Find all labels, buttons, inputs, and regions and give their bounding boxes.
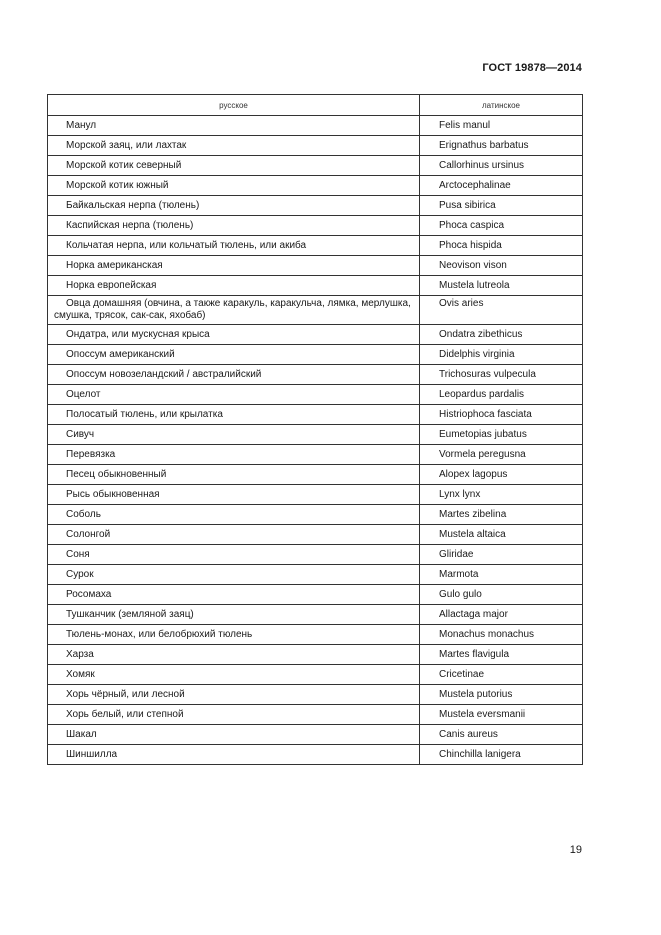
latin-name-cell: Lynx lynx [420,485,583,505]
table-row [48,385,583,405]
latin-name-cell: Gulo gulo [420,585,583,605]
latin-name-cell: Ondatra zibethicus [420,325,583,345]
table-row [48,296,583,325]
russian-name-cell: Сивуч [48,425,420,445]
russian-name-cell: Ондатра, или мускусная крыса [48,325,420,345]
table-row [48,565,583,585]
russian-name-cell: Опоссум новозеландский / австралийский [48,365,420,385]
latin-name-cell: Histriophoca fasciata [420,405,583,425]
russian-name-cell: Солонгой [48,525,420,545]
table-body [48,116,583,765]
russian-name-cell: Шиншилла [48,745,420,765]
russian-name-cell: Рысь обыкновенная [48,485,420,505]
latin-name-cell: Neovison vison [420,256,583,276]
russian-name-cell: Шакал [48,725,420,745]
table-row [48,745,583,765]
table-row [48,585,583,605]
table-row [48,625,583,645]
latin-name-cell: Felis manul [420,116,583,136]
table-row [48,136,583,156]
table-row [48,525,583,545]
latin-name-cell: Monachus monachus [420,625,583,645]
column-header-latin: латинское [420,95,583,116]
russian-name-cell: Соня [48,545,420,565]
latin-name-cell: Didelphis virginia [420,345,583,365]
russian-name-cell: Кольчатая нерпа, или кольчатый тюлень, или акиба [48,236,420,256]
russian-name-cell: Опоссум американский [48,345,420,365]
latin-name-cell: Mustela altaica [420,525,583,545]
latin-name-cell: Ovis aries [420,296,583,325]
table-header-row [48,95,583,116]
russian-name-cell: Росомаха [48,585,420,605]
russian-name-cell: Полосатый тюлень, или крылатка [48,405,420,425]
table-row [48,425,583,445]
russian-name-cell: Байкальская нерпа (тюлень) [48,196,420,216]
table-row [48,365,583,385]
latin-name-cell: Phoca hispida [420,236,583,256]
latin-name-cell: Mustela lutreola [420,276,583,296]
table-row [48,645,583,665]
latin-name-cell: Callorhinus ursinus [420,156,583,176]
document-id: ГОСТ 19878—2014 [482,62,582,74]
russian-name-cell: Песец обыкновенный [48,465,420,485]
russian-name-cell: Харза [48,645,420,665]
table-row [48,196,583,216]
table-row [48,465,583,485]
latin-name-cell: Phoca caspica [420,216,583,236]
table-row [48,156,583,176]
russian-name-cell: Тюлень-монах, или белобрюхий тюлень [48,625,420,645]
table-row [48,256,583,276]
latin-name-cell: Mustela eversmanii [420,705,583,725]
table-row [48,345,583,365]
russian-name-cell: Норка американская [48,256,420,276]
table-row [48,276,583,296]
latin-name-cell: Trichosuras vulpecula [420,365,583,385]
russian-name-cell: Перевязка [48,445,420,465]
species-table [47,94,583,765]
table-row [48,485,583,505]
latin-name-cell: Allactaga major [420,605,583,625]
table-row [48,116,583,136]
table-row [48,216,583,236]
russian-name-cell: Сурок [48,565,420,585]
latin-name-cell: Mustela putorius [420,685,583,705]
russian-name-cell: Норка европейская [48,276,420,296]
table-row [48,705,583,725]
latin-name-cell: Chinchilla lanigera [420,745,583,765]
table-row [48,665,583,685]
page-number: 19 [569,844,582,856]
russian-name-cell: Хорь чёрный, или лесной [48,685,420,705]
latin-name-cell: Arctocephalinae [420,176,583,196]
russian-name-cell: Хорь белый, или степной [48,705,420,725]
table-row [48,605,583,625]
latin-name-cell: Erignathus barbatus [420,136,583,156]
table-row [48,505,583,525]
table-row [48,545,583,565]
latin-name-cell: Cricetinae [420,665,583,685]
latin-name-cell: Gliridae [420,545,583,565]
russian-name-cell: Оцелот [48,385,420,405]
table-row [48,685,583,705]
russian-name-cell: Манул [48,116,420,136]
latin-name-cell: Martes flavigula [420,645,583,665]
table-row [48,725,583,745]
latin-name-cell: Eumetopias jubatus [420,425,583,445]
russian-name-cell: Тушканчик (земляной заяц) [48,605,420,625]
russian-name-cell: Хомяк [48,665,420,685]
latin-name-cell: Pusa sibirica [420,196,583,216]
table-row [48,445,583,465]
latin-name-cell: Alopex lagopus [420,465,583,485]
russian-name-cell: Каспийская нерпа (тюлень) [48,216,420,236]
latin-name-cell: Martes zibelina [420,505,583,525]
latin-name-cell: Canis aureus [420,725,583,745]
column-header-russian: русское [48,95,420,116]
table-row [48,325,583,345]
russian-name-cell: Морской котик северный [48,156,420,176]
russian-name-cell: Морской заяц, или лахтак [48,136,420,156]
table-row [48,176,583,196]
latin-name-cell: Vormela peregusna [420,445,583,465]
table-row [48,236,583,256]
russian-name-cell: Морской котик южный [48,176,420,196]
russian-name-cell: Овца домашняя (овчина, а также каракуль, каракульча, лямка, мерлушка, смушка, трясок, сак-сак, яхобаб) [48,296,420,325]
table-row [48,405,583,425]
latin-name-cell: Marmota [420,565,583,585]
latin-name-cell: Leopardus pardalis [420,385,583,405]
russian-name-cell: Соболь [48,505,420,525]
